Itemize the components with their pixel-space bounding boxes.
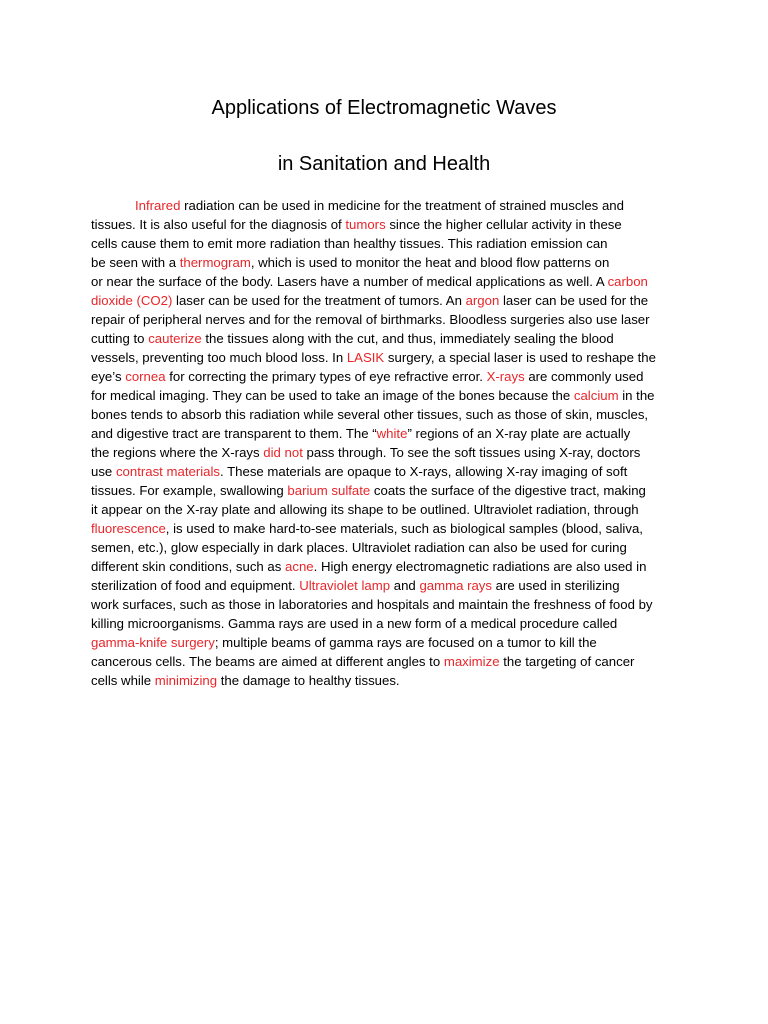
text-run: for medical imaging. They can be used to take an image of the bones because the [91, 388, 574, 403]
paragraph-line [91, 614, 681, 633]
text-run: tissues. It is also useful for the diagnosis of [91, 217, 346, 232]
text-run: ; multiple beams of gamma rays are focused on a tumor to kill the [214, 635, 597, 650]
text-run: ” regions of an X-ray plate are actually [407, 426, 631, 441]
highlighted-term: gamma-knife surgery [91, 635, 215, 650]
highlighted-term: thermogram [179, 255, 251, 270]
text-run: and [390, 578, 420, 593]
text-run: surgery, a special laser is used to reshape the [384, 350, 656, 365]
text-run: pass through. To see the soft tissues using X-ray, doctors [302, 445, 641, 460]
text-run: radiation can be used in medicine for the treatment of strained muscles and [180, 198, 624, 213]
text-run: in the [618, 388, 655, 403]
text-run: and digestive tract are transparent to them. The “ [91, 426, 377, 441]
text-run: the damage to healthy tissues. [217, 673, 400, 688]
text-run: eye’s [91, 369, 126, 384]
highlighted-term: LASIK [346, 350, 385, 365]
paragraph-line [91, 500, 681, 519]
highlighted-term: gamma rays [419, 578, 492, 593]
paragraph-line [91, 272, 681, 291]
paragraph-line [91, 576, 681, 595]
text-run: or near the surface of the body. Lasers have a number of medical applications as well. A [91, 274, 608, 289]
text-run: laser can be used for the [499, 293, 649, 308]
text-run: work surfaces, such as those in laboratories and hospitals and maintain the freshness of food by [91, 597, 653, 612]
text-run: tissues. For example, swallowing [91, 483, 288, 498]
highlighted-term: calcium [573, 388, 619, 403]
text-run: repair of peripheral nerves and for the removal of birthmarks. Bloodless surgeries also use laser [91, 312, 650, 327]
paragraph-line [91, 424, 681, 443]
paragraph-line [91, 481, 681, 500]
highlighted-term: maximize [443, 654, 500, 669]
text-run: since the higher cellular activity in these [385, 217, 622, 232]
highlighted-term: contrast materials [115, 464, 221, 479]
text-run: the targeting of cancer [499, 654, 635, 669]
paragraph-line [91, 196, 681, 215]
text-run: cells cause them to emit more radiation than healthy tissues. This radiation emission can [91, 236, 608, 251]
highlighted-term: cornea [125, 369, 166, 384]
highlighted-term: cauterize [148, 331, 202, 346]
text-run: laser can be used for the treatment of tumors. An [172, 293, 466, 308]
paragraph-line [91, 253, 681, 272]
text-run: cutting to [91, 331, 149, 346]
text-run: coats the surface of the digestive tract, making [370, 483, 646, 498]
paragraph-line [91, 329, 681, 348]
paragraph-line [91, 291, 681, 310]
paragraph-line [91, 405, 681, 424]
text-run: are commonly used [524, 369, 644, 384]
highlighted-term: barium sulfate [287, 483, 371, 498]
text-run: vessels, preventing too much blood loss. In [91, 350, 347, 365]
paragraph-line [91, 671, 681, 690]
text-run: semen, etc.), glow especially in dark places. Ultraviolet radiation can also be used for curing [91, 540, 627, 555]
document-body [91, 196, 681, 690]
paragraph-line [91, 348, 681, 367]
paragraph-line [91, 386, 681, 405]
text-run: the tissues along with the cut, and thus, immediately sealing the blood [201, 331, 614, 346]
text-run: the regions where the X-rays [91, 445, 264, 460]
text-run: sterilization of food and equipment. [91, 578, 300, 593]
paragraph-line [91, 462, 681, 481]
highlighted-term: dioxide (CO2) [91, 293, 173, 308]
highlighted-term: acne [285, 559, 314, 574]
text-run: cancerous cells. The beams are aimed at different angles to [91, 654, 444, 669]
paragraph-line [91, 595, 681, 614]
paragraph-line [91, 633, 681, 652]
text-run: , which is used to monitor the heat and blood flow patterns on [250, 255, 610, 270]
highlighted-term: argon [465, 293, 500, 308]
paragraph-line [91, 310, 681, 329]
text-run: . High energy electromagnetic radiations are also used in [313, 559, 647, 574]
highlighted-term: white [376, 426, 408, 441]
paragraph-line [91, 215, 681, 234]
paragraph-line [91, 652, 681, 671]
highlighted-term: carbon [607, 274, 648, 289]
text-run: use [91, 464, 116, 479]
text-run: be seen with a [91, 255, 180, 270]
highlighted-term: Infrared [135, 198, 181, 213]
text-run: , is used to make hard-to-see materials, such as biological samples (blood, saliva, [165, 521, 643, 536]
text-run: it appear on the X-ray plate and allowing its shape to be outlined. Ultraviolet radiation, through [91, 502, 639, 517]
paragraph-line [91, 519, 681, 538]
highlighted-term: minimizing [154, 673, 218, 688]
document-title-line-2: in Sanitation and Health [277, 153, 491, 175]
document-title-line-1: Applications of Electromagnetic Waves [211, 97, 557, 119]
text-run: . These materials are opaque to X-rays, allowing X-ray imaging of soft [220, 464, 628, 479]
text-run: cells while [91, 673, 155, 688]
paragraph-line [91, 443, 681, 462]
highlighted-term: X-rays [486, 369, 525, 384]
highlighted-term: tumors [345, 217, 386, 232]
paragraph-line [91, 234, 681, 253]
highlighted-term: fluorescence [91, 521, 166, 536]
text-run: killing microorganisms. Gamma rays are used in a new form of a medical procedure called [91, 616, 618, 631]
paragraph-line [91, 367, 681, 386]
text-run: are used in sterilizing [492, 578, 620, 593]
highlighted-term: did not [263, 445, 303, 460]
paragraph-line [91, 557, 681, 576]
text-run: different skin conditions, such as [91, 559, 286, 574]
text-run: for correcting the primary types of eye refractive error. [165, 369, 487, 384]
highlighted-term: Ultraviolet lamp [299, 578, 391, 593]
paragraph-line [91, 538, 681, 557]
text-run: bones tends to absorb this radiation while several other tissues, such as those of skin, muscles, [91, 407, 649, 422]
